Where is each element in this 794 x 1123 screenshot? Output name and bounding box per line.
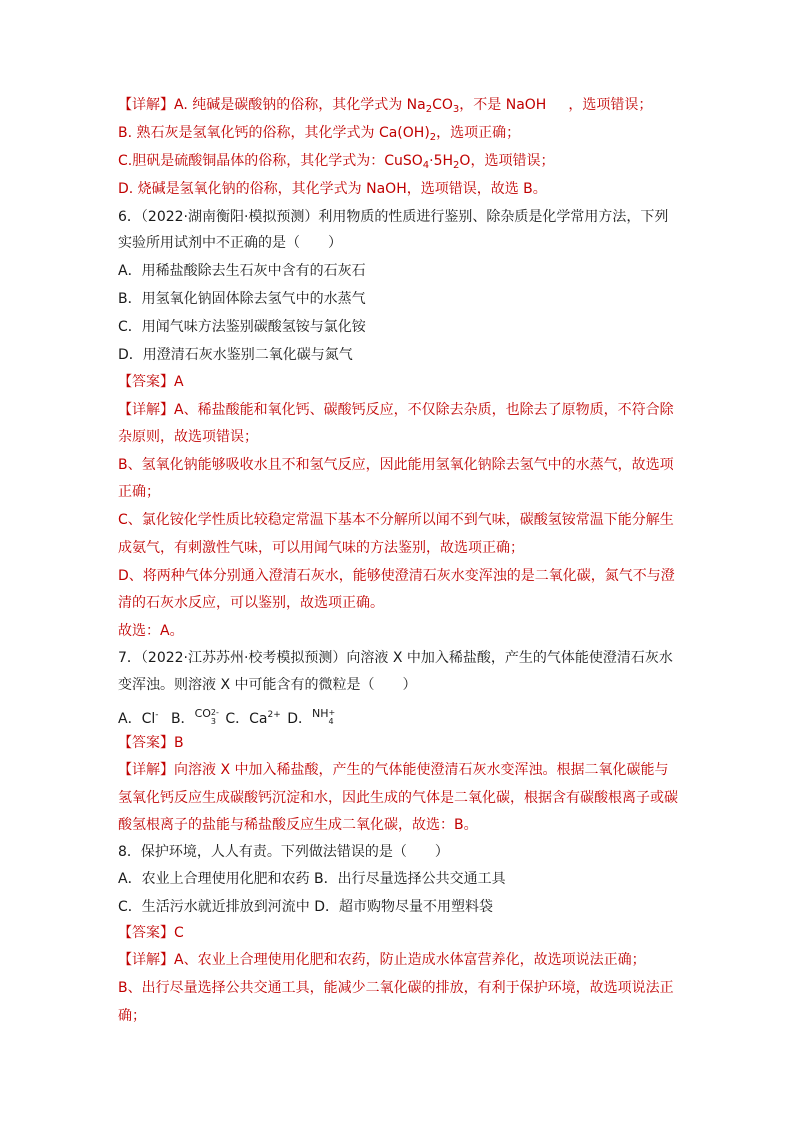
q7-option-d-ion — [312, 704, 335, 724]
formula-part: CO — [432, 97, 453, 113]
q5-line-b-text: B. 熟石灰是氢氧化钙的俗称，其化学式为 Ca(OH) — [118, 125, 430, 141]
superscript: 2- — [210, 708, 219, 717]
q6-answer — [118, 372, 184, 392]
q6-detail-line-6: 成氨气，有刺激性气味，可以用闻气味的方法鉴别，故选项正确； — [118, 540, 524, 556]
q6-option-b: B．用氢氧化钠固体除去氢气中的水蒸气 — [118, 291, 366, 307]
q8-options-line-2: C．生活污水就近排放到河流中 D．超市购物尽量不用塑料袋 — [118, 899, 494, 915]
answer-value: B — [174, 735, 184, 751]
q7-detail-line-3: 酸氢根离子的盐能与稀盐酸反应生成二氧化碳，故选：B。 — [118, 817, 478, 833]
detail-tag: 【详解】 — [118, 762, 174, 778]
superscript: 2+ — [267, 710, 281, 720]
q5-line-a-tail: ，选项错误； — [568, 97, 653, 113]
q6-stem-line-1: 6．（2022·湖南衡阳·模拟预测）利用物质的性质进行鉴别、除杂质是化学常用方法，下列 — [118, 209, 669, 225]
formula-part: ·5H — [429, 153, 454, 169]
q8-detail-line-3: 确； — [118, 1008, 146, 1024]
q5-detail-line-a — [118, 95, 652, 120]
ion-scripts — [210, 705, 219, 726]
q6-detail-line-1 — [118, 400, 674, 420]
q6-option-a: A．用稀盐酸除去生石灰中含有的石灰石 — [118, 263, 366, 279]
subscript: 3 — [452, 104, 460, 115]
q6-detail-line-3: B、氢氧化钠能够吸收水且不和氢气反应，因此能用氢氧化钠除去氢气中的水蒸气，故选项 — [118, 457, 674, 473]
ion-symbol: NH — [312, 707, 329, 720]
q6-detail-line-9: 故选：A。 — [118, 623, 184, 639]
q6-option-c: C．用闻气味方法鉴别碳酸氢铵与氯化铵 — [118, 319, 366, 335]
q7-stem-line-2: 变浑浊。则溶液 X 中可能含有的微粒是（ ） — [118, 677, 417, 693]
q8-detail-line-2: B、出行尽量选择公共交通工具，能减少二氧化碳的排放，有利于保护环境，故选项说法正 — [118, 980, 674, 996]
subscript: 2 — [429, 132, 437, 143]
q5-detail-line-b — [118, 123, 520, 148]
q6-detail-line-4: 正确； — [118, 484, 160, 500]
detail-tag: 【详解】 — [118, 952, 174, 968]
subscript: 3 — [210, 717, 216, 726]
q7-option-a: A．Cl — [118, 711, 156, 727]
subscript: 4 — [328, 717, 334, 726]
detail-text: A、稀盐酸能和氧化钙、碳酸钙反应，不仅除去杂质，也除去了原物质，不符合除 — [174, 402, 674, 418]
answer-tag: 【答案】 — [118, 374, 174, 390]
q6-stem-line-2: 实验所用试剂中不正确的是（ ） — [118, 235, 342, 251]
q5-detail-line-d: D. 烧碱是氢氧化钠的俗称，其化学式为 NaOH，选项错误，故选 B。 — [118, 181, 547, 197]
q7-stem-line-1: 7．（2022·江苏苏州·校考模拟预测）向溶液 X 中加入稀盐酸，产生的气体能使澄清石灰水 — [118, 650, 673, 666]
q6-detail-line-2: 杂原则，故选项错误； — [118, 429, 258, 445]
answer-value: C — [174, 925, 184, 941]
detail-text: A、农业上合理使用化肥和农药，防止造成水体富营养化，故选项说法正确； — [174, 952, 646, 968]
q6-detail-line-8: 清的石灰水反应，可以鉴别，故选项正确。 — [118, 595, 384, 611]
subscript: 2 — [425, 104, 433, 115]
answer-value: A — [174, 374, 184, 390]
q7-detail-line-1 — [118, 760, 669, 780]
q5-detail-line-c — [118, 151, 554, 176]
q5-line-a-post: ，不是 NaOH — [459, 97, 547, 113]
answer-tag: 【答案】 — [118, 925, 174, 941]
q7-answer — [118, 733, 184, 753]
q5-line-b-post: ，选项正确； — [436, 125, 521, 141]
answer-tag: 【答案】 — [118, 735, 174, 751]
q6-detail-line-5: C、氯化铵化学性质比较稳定常温下基本不分解所以闻不到气味，碳酸氢铵常温下能分解生 — [118, 512, 674, 528]
q7-option-d: D． — [287, 711, 313, 727]
q7-option-b-ion — [195, 704, 219, 724]
detail-text: 向溶液 X 中加入稀盐酸，产生的气体能使澄清石灰水变浑浊。根据二氧化碳能与 — [174, 762, 669, 778]
q8-stem: 8．保护环境，人人有责。下列做法错误的是（ ） — [118, 844, 449, 860]
q5-line-a-text: A. 纯碱是碳酸钠的俗称，其化学式为 Na — [174, 97, 426, 113]
detail-tag: 【详解】 — [118, 97, 174, 113]
q8-options-line-1: A．农业上合理使用化肥和农药 B．出行尽量选择公共交通工具 — [118, 871, 506, 887]
q8-detail-line-1 — [118, 950, 646, 970]
q8-answer — [118, 923, 184, 943]
detail-tag: 【详解】 — [118, 402, 174, 418]
superscript: + — [328, 708, 336, 717]
ion-symbol: CO — [194, 707, 211, 720]
ion-scripts — [328, 705, 336, 726]
superscript: - — [155, 710, 159, 720]
q6-option-d: D．用澄清石灰水鉴别二氧化碳与氮气 — [118, 347, 353, 363]
q7-option-b: B． — [170, 711, 195, 727]
q5-line-c-post: O，选项错误； — [459, 153, 555, 169]
q6-detail-line-7: D、将两种气体分别通入澄清石灰水，能够使澄清石灰水变浑浊的是二氧化碳，氮气不与澄 — [118, 568, 675, 584]
q7-option-c: C．Ca — [225, 711, 268, 727]
q7-options — [118, 705, 335, 730]
q5-line-c-text: C.胆矾是硫酸铜晶体的俗称，其化学式为：CuSO — [118, 153, 423, 169]
subscript: 4 — [422, 160, 430, 171]
subscript: 2 — [453, 160, 460, 171]
q7-detail-line-2: 氢氧化钙反应生成碳酸钙沉淀和水，因此生成的气体是二氧化碳，根据含有碳酸根离子或碳 — [118, 790, 678, 806]
